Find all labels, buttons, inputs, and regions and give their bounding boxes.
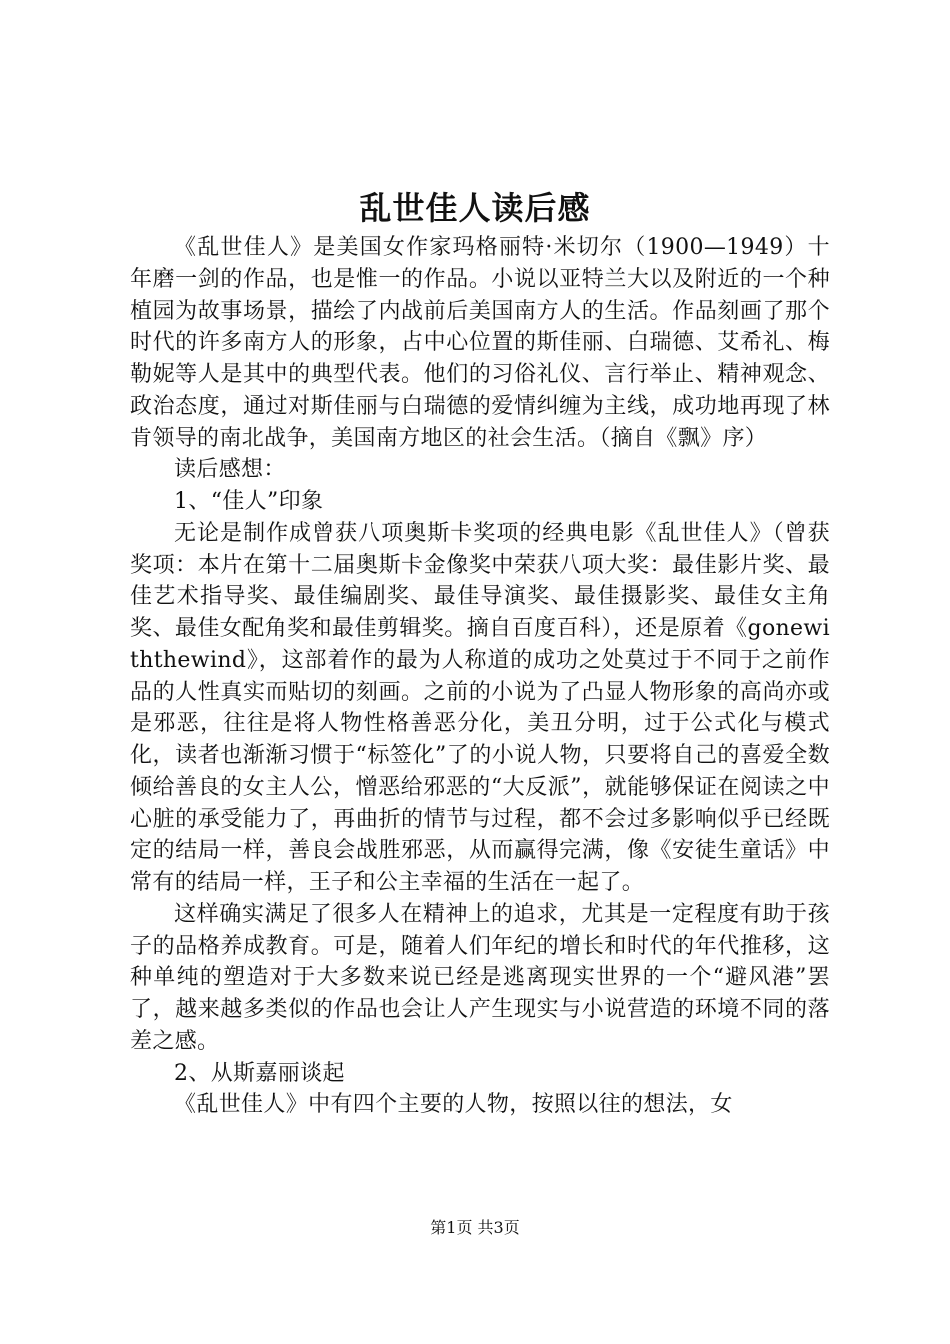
paragraph-section-1-b: 这样确实满足了很多人在精神上的追求，尤其是一定程度有助于孩子的品格养成教育。可是，随着人们年纪的增长和时代的年代推移，这种单纯的塑造对于大多数来说已经是逃离现实世界的一个“避风港”罢了，越来越多类似的作品也会让人产生现实与小说营造的环境不同的落差之感。 [130, 901, 830, 1054]
paragraph-intro: 《乱世佳人》是美国女作家玛格丽特·米切尔（1900—1949）十年磨一剑的作品，也是惟一的作品。小说以亚特兰大以及附近的一个种植园为故事场景，描绘了内战前后美国南方人的生活。作品刻画了那个时代的许多南方人的形象，占中心位置的斯佳丽、白瑞德、艾希礼、梅勒妮等人是其中的典型代表。他们的习俗礼仪、言行举止、精神观念、政治态度，通过对斯佳丽与白瑞德的爱情纠缠为主线，成功地再现了林肯领导的南北战争，美国南方地区的社会生活。（摘自《飘》序） [130, 235, 830, 451]
section-heading-2: 2、从斯嘉丽谈起 [174, 1060, 345, 1086]
page-number-footer: 第1页 共3页 [430, 1218, 520, 1237]
document-title: 乱世佳人读后感 [359, 189, 591, 227]
paragraph-heading-reflections: 读后感想： [174, 457, 286, 483]
paragraph-section-2-a: 《乱世佳人》中有四个主要的人物，按照以往的想法，女 [174, 1092, 733, 1118]
document-body [130, 232, 830, 1121]
section-heading-1: 1、“佳人”印象 [174, 489, 324, 514]
paragraph-section-1-a: 无论是制作成曾获八项奥斯卡奖项的经典电影《乱世佳人》（曾获奖项：本片在第十二届奥斯卡金像奖中荣获八项大奖：最佳影片奖、最佳艺术指导奖、最佳编剧奖、最佳导演奖、最佳摄影奖、最佳女主角奖、最佳女配角奖和最佳剪辑奖。摘自百度百科），还是原着《gonewiththewind》，这部着作的最为人称道的成功之处莫过于不同于之前作品的人性真实而贴切的刻画。之前的小说为了凸显人物形象的高尚亦或是邪恶，往往是将人物性格善恶分化，美丑分明，过于公式化与模式化，读者也渐渐习惯于“标签化”了的小说人物，只要将自己的喜爱全数倾给善良的女主人公，憎恶给邪恶的“大反派”，就能够保证在阅读之中心脏的承受能力了，再曲折的情节与过程，都不会过多影响似乎已经既定的结局一样，善良会战胜邪恶，从而赢得完满，像《安徒生童话》中常有的结局一样，王子和公主幸福的生活在一起了。 [130, 520, 830, 895]
